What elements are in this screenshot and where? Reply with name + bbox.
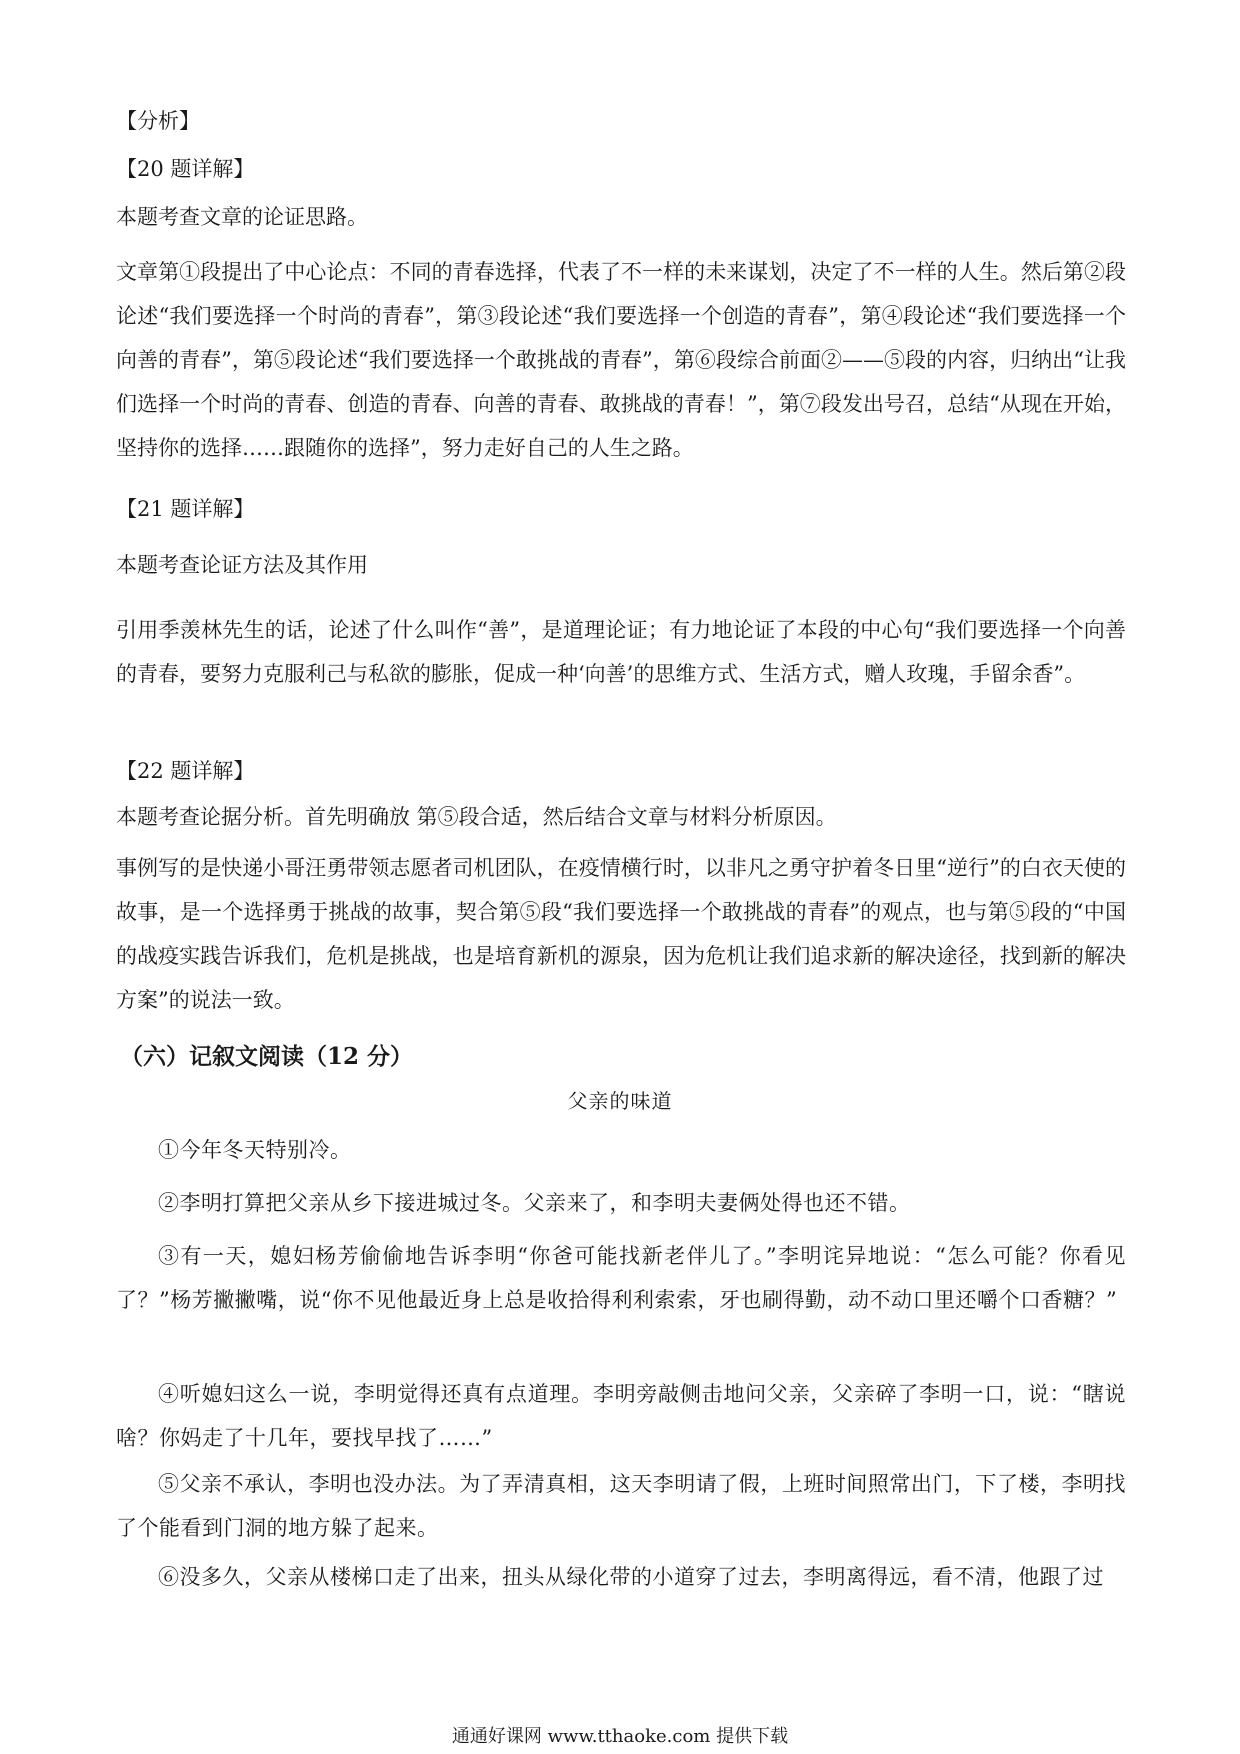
analysis-label: 【分析】 <box>116 109 200 133</box>
story-paragraph: ④听媳妇这么一说，李明觉得还真有点道理。李明旁敲侧击地问父亲，父亲碎了李明一口，说：“瞎说啥？你妈走了十几年，要找早找了……” <box>116 1382 1126 1450</box>
q20-intro: 本题考查文章的论证思路。 <box>116 205 368 229</box>
q22-body: 事例写的是快递小哥汪勇带领志愿者司机团队，在疫情横行时，以非凡之勇守护着冬日里“逆行”的白衣天使的故事，是一个选择勇于挑战的故事，契合第⑤段“我们要选择一个敢挑战的青春”的观点，也与第⑤段的“中国的战疫实践告诉我们，危机是挑战，也是培育新机的源泉，因为危机让我们追求新的解决途径，找到新的解决方案”的说法一致。 <box>116 856 1126 1012</box>
q20-body: 文章第①段提出了中心论点：不同的青春选择，代表了不一样的未来谋划，决定了不一样的人生。然后第②段论述“我们要选择一个时尚的青春”，第③段论述“我们要选择一个创造的青春”，第④段论述“我们要选择一个向善的青春”，第⑤段论述“我们要选择一个敢挑战的青春”，第⑥段综合前面②——⑤段的内容，归纳出“让我们选择一个时尚的青春、创造的青春、向善的青春、敢挑战的青春！”，第⑦段发出号召，总结“从现在开始，坚持你的选择……跟随你的选择”，努力走好自己的人生之路。 <box>116 260 1126 460</box>
story-paragraph: ③有一天，媳妇杨芳偷偷地告诉李明“你爸可能找新老伴儿了。”李明诧异地说：“怎么可能？你看见了？”杨芳撇撇嘴，说“你不见他最近身上总是收拾得利利索索，牙也刷得勤，动不动口里还嚼个口香糖？” <box>116 1244 1126 1312</box>
q20-label: 【20 题详解】 <box>116 157 255 181</box>
story-paragraph: ①今年冬天特别冷。 <box>158 1138 352 1162</box>
q22-label: 【22 题详解】 <box>116 759 255 783</box>
q21-label: 【21 题详解】 <box>116 497 255 521</box>
story-paragraph: ⑤父亲不承认，李明也没办法。为了弄清真相，这天李明请了假，上班时间照常出门，下了楼，李明找了个能看到门洞的地方躲了起来。 <box>116 1472 1126 1540</box>
section-heading: （六）记叙文阅读（12 分） <box>120 1043 414 1070</box>
q22-intro: 本题考查论据分析。首先明确放 第⑤段合适，然后结合文章与材料分析原因。 <box>116 805 837 829</box>
story-paragraph: ⑥没多久，父亲从楼梯口走了出来，扭头从绿化带的小道穿了过去，李明离得远，看不清，他跟了过 <box>158 1565 1104 1589</box>
story-paragraph: ②李明打算把父亲从乡下接进城过冬。父亲来了，和李明夫妻俩处得也还不错。 <box>158 1191 911 1215</box>
q21-body: 引用季羡林先生的话，论述了什么叫作“善”，是道理论证；有力地论证了本段的中心句“我们要选择一个向善的青春，要努力克服利己与私欲的膨胀，促成一种‘向善’的思维方式、生活方式，赠人玫瑰，手留余香”。 <box>116 618 1126 686</box>
footer-credit: 通通好课网 www.tthaoke.com 提供下载 <box>451 1726 789 1747</box>
story-title: 父亲的味道 <box>567 1089 673 1113</box>
q21-intro: 本题考查论证方法及其作用 <box>116 553 368 577</box>
